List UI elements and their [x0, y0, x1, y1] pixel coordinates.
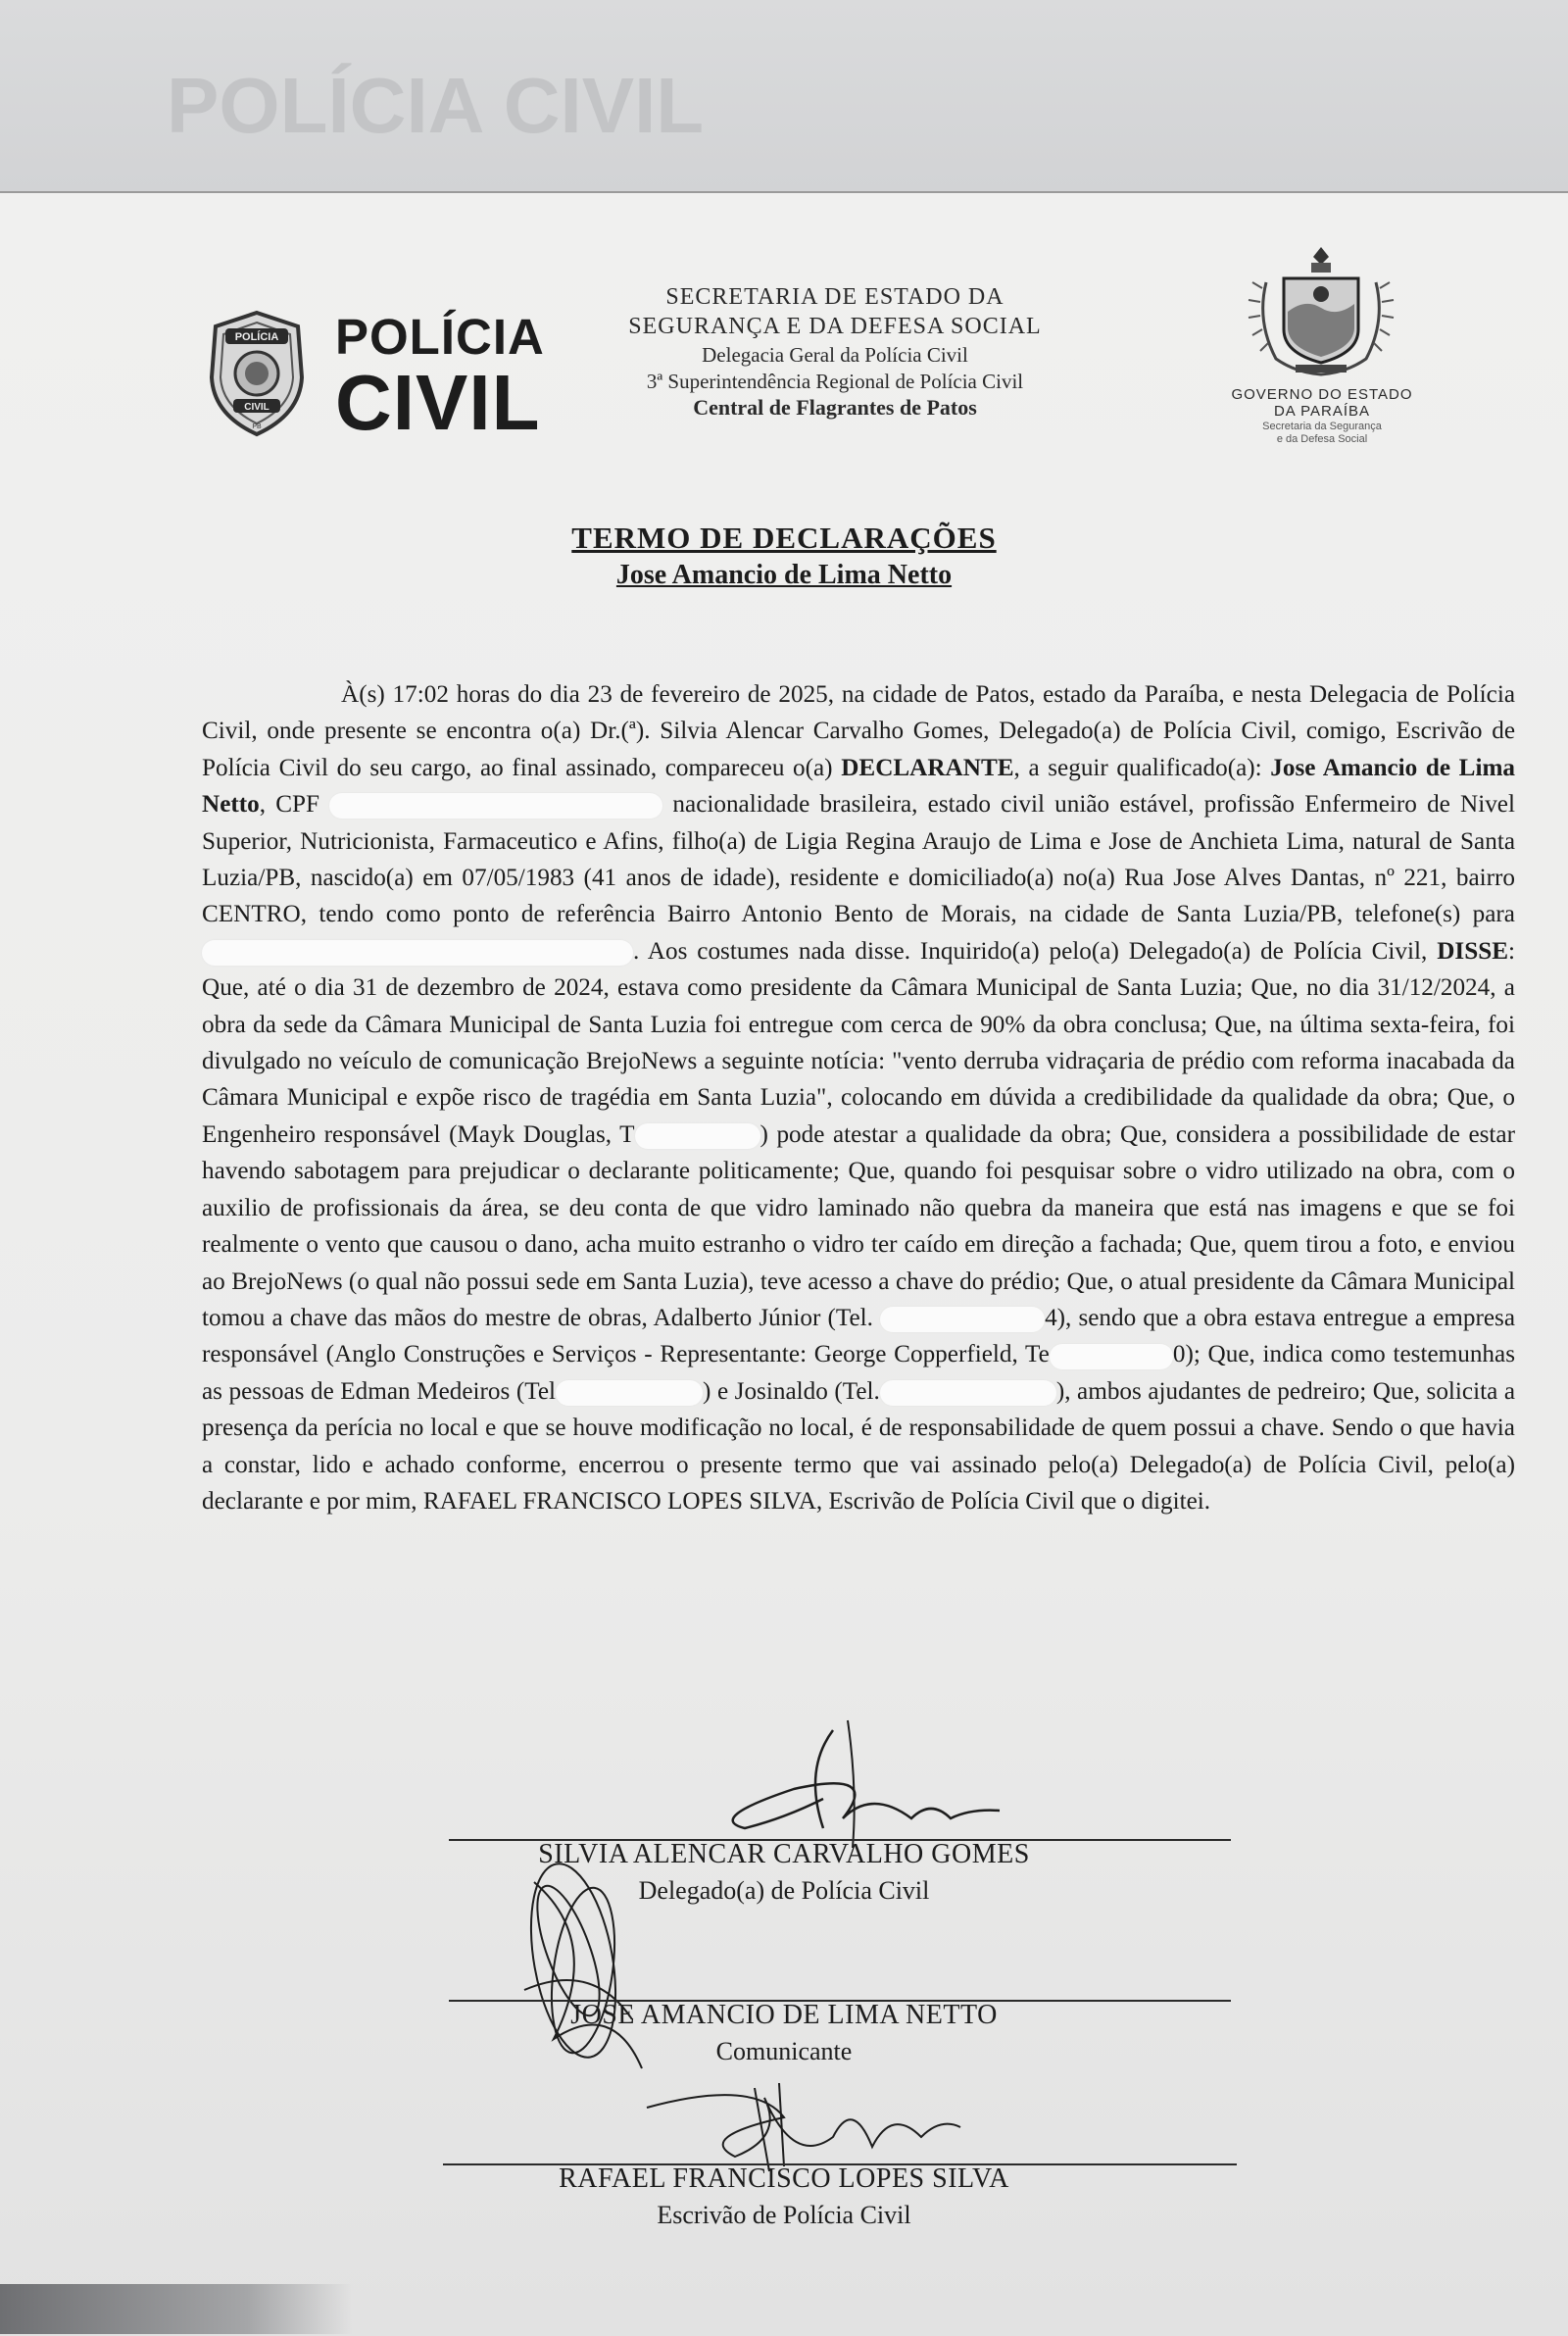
government-of-paraiba-text — [1203, 386, 1441, 446]
policia-civil-logotype — [335, 309, 545, 446]
body-text-segment: ), ambos ajudantes de pedreiro; Que, solicita a presença da perícia no local e que se houve modificação no local, é de responsabilidade de quem possui a chave. Sendo o que havia a constar, lido e achado conforme, encerrou o presente termo que vai assinado pelo(a) Delegado(a) de Polícia Civil, pelo(a) declarante e por mim, RAFAEL FRANCISCO LOPES SILVA, Escrivão de Polícia Civil que o digitei. — [202, 1377, 1515, 1515]
body-bold-disse: DISSE — [1437, 937, 1509, 965]
redacted-josinaldo-phone — [880, 1380, 1056, 1406]
redacted-cpf — [329, 793, 662, 819]
signature-role-1: Delegado(a) de Polícia Civil — [638, 1876, 930, 1905]
logotype-line-1: POLÍCIA — [335, 309, 545, 365]
header-line-secretaria: SECRETARIA DE ESTADO DA — [665, 284, 1004, 310]
header-line-central-flagrantes: Central de Flagrantes de Patos — [693, 395, 977, 421]
body-text-segment: 4), sendo que a obra estava entregue a empresa responsável (Anglo Construções e Serviços - Representante: George Copperfield, Te — [202, 1304, 1516, 1368]
ghost-header-text: POLÍCIA CIVIL — [167, 62, 705, 149]
header-line-seguranca: SEGURANÇA E DA DEFESA SOCIAL — [628, 314, 1042, 340]
body-bold-declarante: DECLARANTE — [841, 754, 1014, 781]
badge-top-text: POLÍCIA — [234, 331, 279, 343]
redacted-representative-phone — [1050, 1344, 1173, 1369]
badge-mark-text: PB — [252, 423, 262, 430]
body-text-segment: . Aos costumes nada disse. Inquirido(a) pelo(a) Delegado(a) de Polícia Civil, — [633, 937, 1428, 965]
signature-name-2: JOSE AMANCIO DE LIMA NETTO — [570, 2000, 998, 2030]
header-line-superintendencia: 3ª Superintendência Regional de Polícia Civil — [646, 369, 1024, 393]
body-bold-declarant-name: Jose Amancio de Lima Netto — [202, 754, 1516, 819]
redacted-edman-phone — [556, 1380, 703, 1406]
body-text-segment: , a seguir qualificado(a): — [1013, 754, 1262, 781]
background-page-edge — [0, 0, 1568, 191]
redacted-adalberto-phone — [880, 1307, 1045, 1332]
signature-role-3: Escrivão de Polícia Civil — [657, 2201, 911, 2229]
signature-silvia-scribble — [686, 1711, 1009, 1858]
header-line-delegacia-geral: Delegacia Geral da Polícia Civil — [702, 342, 968, 367]
declaration-paragraph — [202, 676, 1515, 1519]
signature-role-2: Comunicante — [715, 2037, 853, 2065]
gov-line-3: Secretaria da Segurança — [1262, 420, 1382, 432]
photo-shadow-corner — [0, 2284, 353, 2334]
body-text-segment: ) pode atestar a qualidade da obra; Que, considera a possibilidade de estar havendo sabotagem para prejudicar o declarante politicamente; Que, quando foi pesquisar sobre o vidro utilizado na obra, com o auxilio de profissionais da área, se deu conta de que vidro laminado não quebra da maneira que está nas imagens e que se foi realmente o vento que causou o dano, acha muito estranho o vidro ter caído em direção a fachada; Que, quem tirou a foto, e enviou ao BrejoNews (o qual não possui sede em Santa Luzia), teve acesso a chave do prédio; Que, o atual presidente da Câmara Municipal tomou a chave das mãos do mestre de obras, Adalberto Júnior (Tel. — [202, 1120, 1515, 1331]
document-title-block — [0, 520, 1568, 592]
signature-name-1: SILVIA ALENCAR CARVALHO GOMES — [538, 1839, 1030, 1869]
header-institution-block — [600, 282, 1070, 422]
body-text-segment: ) e Josinaldo (Tel. — [703, 1377, 880, 1405]
declaration-body — [202, 676, 1515, 1519]
signature-name-3: RAFAEL FRANCISCO LOPES SILVA — [559, 2163, 1009, 2194]
body-text-segment: nacionalidade brasileira, estado civil união estável, profissão Enfermeiro de Nivel Superior, Nutricionista, Farmaceutico e Afins, filho(a) de Ligia Regina Araujo de Lima e Jose de Anchieta Lima, natural de Santa Luzia/PB, nascido(a) em 07/05/1983 (41 anos de idade), residente e domiciliado(a) no(a) Rua Jose Alves Dantas, nº 221, bairro CENTRO, tendo como ponto de referência Bairro Antonio Bento de Morais, na cidade de Santa Luzia/PB, telefone(s) para — [202, 791, 1515, 928]
policia-civil-badge-icon — [204, 309, 310, 438]
gov-line-4: e da Defesa Social — [1276, 432, 1368, 445]
redacted-engineer-phone — [635, 1123, 760, 1149]
gov-line-1: GOVERNO DO ESTADO — [1231, 386, 1413, 403]
gov-line-2: DA PARAÍBA — [1273, 403, 1371, 421]
body-text-segment: À(s) 17:02 horas do dia 23 de fevereiro de 2025, na cidade de Patos, estado da Paraíba, e nesta Delegacia de Polícia Civil, onde presente se encontra o(a) Dr.(ª). Silvia Alencar Carvalho Gomes, Delegado(a) de Polícia Civil, comigo, Escrivão de Polícia Civil do seu cargo, ao final assinado, compareceu o(a) — [202, 681, 1515, 781]
redacted-phone — [202, 940, 633, 966]
document-title: TERMO DE DECLARAÇÕES — [571, 521, 997, 555]
badge-bottom-text: CIVIL — [244, 402, 270, 413]
logotype-line-2: CIVIL — [335, 359, 541, 446]
body-text-segment: : Que, até o dia 31 de dezembro de 2024, estava como presidente da Câmara Municipal de Santa Luzia; Que, no dia 31/12/2024, a obra da sede da Câmara Municipal de Santa Luzia foi entregue com cerca de 90% da obra conclusa; Que, na última sexta-feira, foi divulgado no veículo de comunicação BrejoNews a seguinte notícia: "vento derruba vidraçaria de prédio com reforma inacabada da Câmara Municipal e expõe risco de tragédia em Santa Luzia", colocando em dúvida a credibilidade da qualidade da obra; Que, o Engenheiro responsável (Mayk Douglas, T — [202, 937, 1516, 1148]
paraiba-coat-of-arms-icon — [1237, 243, 1405, 380]
body-text-segment: , CPF — [259, 791, 320, 819]
declarant-name-title: Jose Amancio de Lima Netto — [615, 559, 953, 590]
body-text-segment: 0); Que, indica como testemunhas as pessoas de Edman Medeiros (Tel — [202, 1341, 1515, 1405]
